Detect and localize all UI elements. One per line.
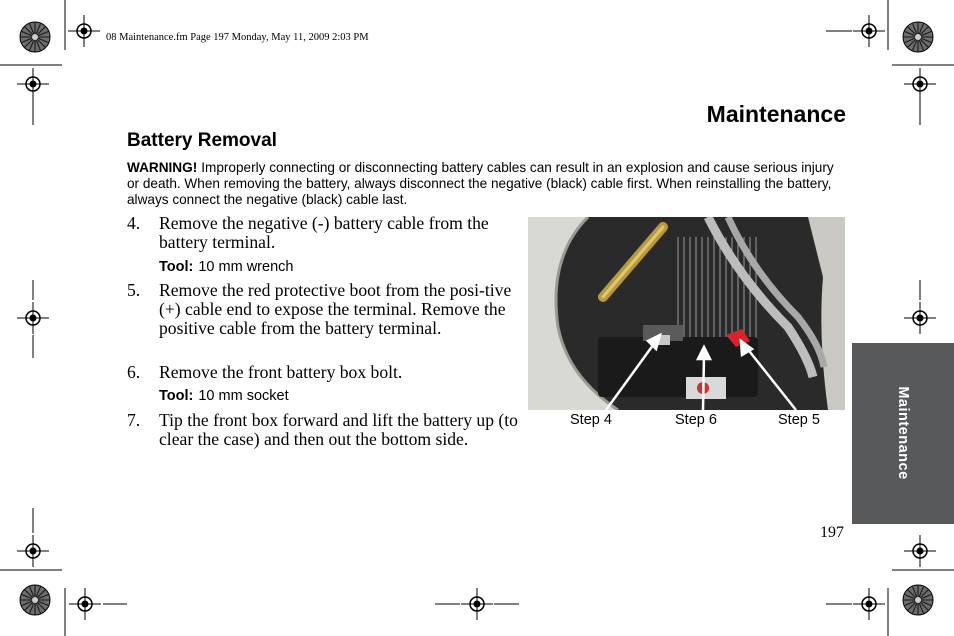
figure-caption: Step 6 (675, 412, 717, 428)
tool-value: 10 mm wrench (198, 259, 294, 275)
page-number: 197 (820, 524, 844, 541)
step-item (127, 281, 527, 338)
step-text: Remove the front battery box bolt. (159, 362, 403, 382)
figure-caption: Step 5 (778, 412, 820, 428)
section-title: Battery Removal (127, 130, 277, 151)
chapter-title: Maintenance (706, 101, 846, 127)
tool-note (159, 388, 289, 404)
step-item (127, 214, 527, 252)
file-header: 08 Maintenance.fm Page 197 Monday, May 11, 2009 2:03 PM (106, 32, 369, 43)
warning-label: WARNING! (127, 160, 198, 175)
step-number: 4. (127, 213, 141, 233)
step-item (127, 411, 527, 449)
tool-note (159, 259, 293, 275)
figure-caption: Step 4 (570, 412, 612, 428)
warning-text: Improperly connecting or disconnecting battery cables can result in an explosion and cause serious injury or death. When removing the battery, always disconnect the negative (black) cable first. When reinstalling the battery, always connect the negative (black) cable last. (127, 160, 834, 207)
battery-photo-illustration (528, 217, 845, 410)
battery-photo (528, 217, 845, 410)
tool-value: 10 mm socket (198, 388, 289, 404)
step-item (127, 363, 527, 382)
step-number: 7. (127, 410, 141, 430)
side-tab-label: Maintenance (895, 386, 911, 480)
step-number: 6. (127, 362, 141, 382)
tool-label: Tool: (159, 388, 194, 404)
tool-label: Tool: (159, 259, 194, 275)
chapter-side-tab (852, 343, 954, 524)
step-text: Remove the red protective boot from the posi-tive (+) cable end to expose the terminal. Remove the positive cable from the battery terminal. (159, 280, 512, 338)
step-text: Remove the negative (-) battery cable from the battery terminal. (159, 213, 489, 252)
step-text: Tip the front box forward and lift the battery up (to clear the case) and then out the bottom side. (159, 410, 518, 449)
step-number: 5. (127, 280, 141, 300)
warning-paragraph (127, 160, 847, 208)
